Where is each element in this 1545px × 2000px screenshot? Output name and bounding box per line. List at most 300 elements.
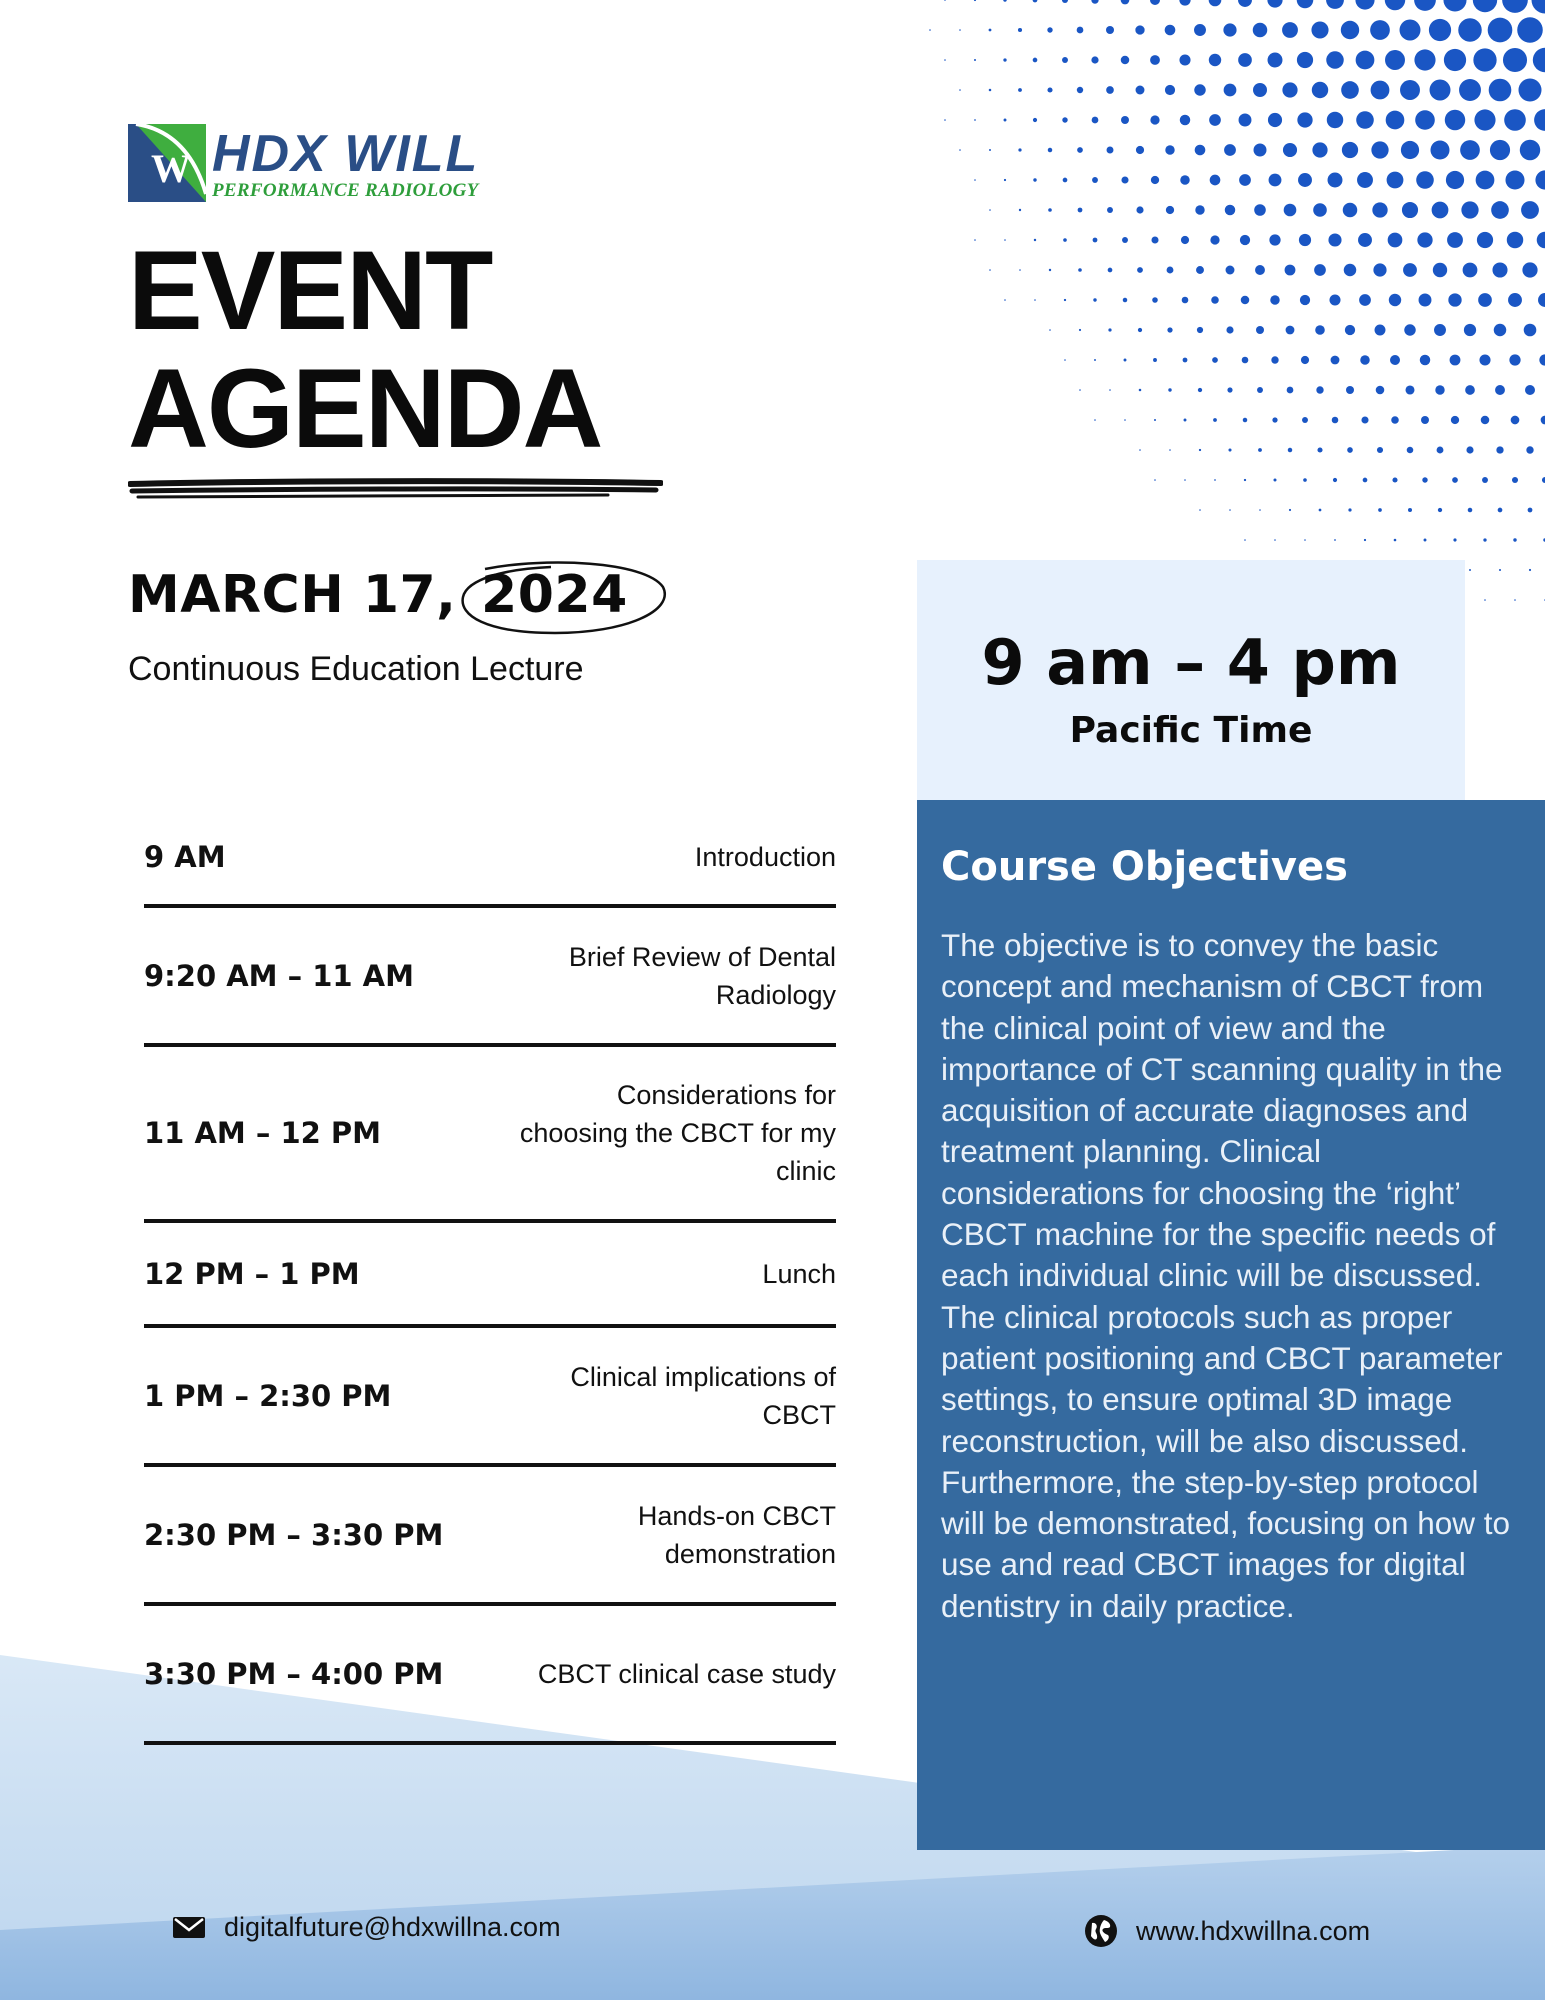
- halftone-dot: [944, 0, 946, 1]
- halftone-dot: [1489, 79, 1512, 102]
- halftone-dot: [1526, 446, 1533, 453]
- halftone-dot: [1270, 295, 1279, 304]
- halftone-dot: [1239, 174, 1251, 186]
- halftone-dot: [1048, 208, 1052, 212]
- halftone-dot: [1151, 176, 1159, 184]
- halftone-dot: [1064, 299, 1066, 301]
- halftone-dot: [1273, 478, 1276, 481]
- halftone-dot: [1415, 110, 1435, 130]
- halftone-dot: [1333, 478, 1337, 482]
- halftone-dots: [929, 0, 1545, 601]
- halftone-dot: [1458, 18, 1481, 41]
- halftone-dot: [1299, 234, 1311, 246]
- halftone-dot: [1062, 57, 1068, 63]
- halftone-dot: [1184, 419, 1187, 422]
- halftone-dot: [1033, 58, 1038, 63]
- halftone-dot: [1108, 328, 1111, 331]
- halftone-dot: [1361, 416, 1368, 423]
- halftone-dot: [1107, 207, 1113, 213]
- halftone-dot: [1139, 449, 1141, 451]
- agenda-title: Lunch: [762, 1258, 836, 1289]
- halftone-dot: [1214, 479, 1216, 481]
- halftone-dot: [1242, 357, 1249, 364]
- halftone-dot: [1047, 27, 1052, 32]
- halftone-dot: [989, 149, 991, 151]
- website-text[interactable]: www.hdxwillna.com: [1136, 1915, 1371, 1946]
- halftone-dot: [1390, 355, 1400, 365]
- halftone-dot: [1541, 416, 1545, 425]
- halftone-dot: [1326, 0, 1344, 9]
- halftone-dot: [1387, 172, 1404, 189]
- halftone-dot: [1287, 387, 1294, 394]
- halftone-dot: [1136, 86, 1145, 95]
- title-line-2: AGENDA: [128, 346, 602, 471]
- halftone-dot: [974, 179, 976, 181]
- agenda-title: Clinical implications of CBCT: [570, 1361, 836, 1430]
- halftone-dot: [1019, 209, 1021, 211]
- halftone-dot: [1194, 24, 1206, 36]
- logo-name: HDX WILL: [212, 125, 480, 183]
- halftone-dot: [1063, 178, 1068, 183]
- halftone-dot: [1033, 0, 1038, 2]
- halftone-dot: [1389, 294, 1401, 306]
- halftone-dot: [1183, 358, 1188, 363]
- halftone-dot: [1212, 357, 1218, 363]
- agenda-time: 9 AM: [144, 840, 226, 874]
- halftone-dot: [1283, 143, 1297, 157]
- halftone-dot: [1342, 142, 1358, 158]
- halftone-dot: [1241, 296, 1250, 305]
- halftone-dot: [1502, 0, 1528, 13]
- halftone-dot: [1372, 202, 1387, 217]
- halftone-dot: [1244, 539, 1246, 541]
- halftone-dot: [1228, 448, 1231, 451]
- halftone-dot: [1288, 448, 1292, 452]
- halftone-dot: [1378, 508, 1382, 512]
- halftone-dot: [1498, 508, 1503, 513]
- halftone-dot: [989, 29, 992, 32]
- halftone-dot: [1507, 232, 1523, 248]
- halftone-dot: [1165, 145, 1174, 154]
- agenda-title: Considerations for choosing the CBCT for my clinic: [519, 1080, 836, 1186]
- halftone-dot: [1345, 325, 1355, 335]
- halftone-dot: [1179, 0, 1190, 6]
- halftone-dot: [1107, 147, 1114, 154]
- logo: [128, 124, 528, 204]
- halftone-dot: [1421, 416, 1429, 424]
- halftone-dot: [1363, 478, 1368, 483]
- halftone-dot: [1408, 508, 1412, 512]
- halftone-dot: [1078, 208, 1083, 213]
- halftone-dot: [1422, 477, 1427, 482]
- halftone-dot: [1018, 88, 1022, 92]
- halftone-dot: [1109, 389, 1111, 391]
- halftone-dot: [1517, 17, 1543, 43]
- halftone-dot: [1224, 144, 1236, 156]
- halftone-dot: [959, 89, 961, 91]
- halftone-dot: [1370, 20, 1390, 40]
- halftone-dot: [1495, 385, 1505, 395]
- halftone-dot: [1329, 294, 1340, 305]
- halftone-dot: [944, 119, 946, 121]
- halftone-dot: [1524, 324, 1537, 337]
- page-title: [128, 228, 602, 471]
- halftone-dot: [1300, 295, 1310, 305]
- title-underline-brush: [128, 478, 663, 500]
- date-year-wrap: [475, 565, 634, 625]
- halftone-dot: [1477, 232, 1493, 248]
- halftone-dot: [1106, 26, 1114, 34]
- halftone-dot: [1466, 446, 1473, 453]
- halftone-dot: [1533, 48, 1545, 72]
- halftone-dot: [1254, 144, 1267, 157]
- halftone-dot: [1284, 204, 1297, 217]
- halftone-dot: [1373, 263, 1386, 276]
- halftone-dot: [1124, 359, 1127, 362]
- halftone-dot: [1401, 141, 1419, 159]
- halftone-dot: [1317, 447, 1322, 452]
- agenda-time: 3:30 PM – 4:00 PM: [144, 1656, 444, 1691]
- halftone-dot: [1313, 203, 1327, 217]
- halftone-dot: [1033, 118, 1037, 122]
- halftone-dot: [1239, 114, 1252, 127]
- halftone-dot: [974, 239, 976, 241]
- halftone-dot: [1093, 298, 1096, 301]
- halftone-dot: [1407, 447, 1414, 454]
- halftone-dot: [1326, 51, 1343, 68]
- halftone-dot: [1478, 293, 1492, 307]
- agenda-list: [144, 810, 836, 1745]
- halftone-dot: [1166, 206, 1174, 214]
- halftone-dot: [1244, 479, 1246, 481]
- halftone-dot: [1209, 0, 1222, 6]
- footer-email[interactable]: [172, 1910, 561, 1944]
- halftone-dot: [1091, 56, 1098, 63]
- halftone-dot: [1297, 52, 1313, 68]
- halftone-dot: [1210, 175, 1221, 186]
- halftone-dot: [1499, 569, 1501, 571]
- agenda-time: 11 AM – 12 PM: [144, 1116, 382, 1150]
- halftone-dot: [1077, 27, 1084, 34]
- halftone-dot: [1315, 325, 1325, 335]
- agenda-row: [144, 810, 836, 908]
- halftone-dot: [1049, 329, 1051, 331]
- halftone-dot: [1004, 299, 1006, 301]
- halftone-dot: [1195, 205, 1204, 214]
- halftone-dot: [1508, 293, 1522, 307]
- halftone-dot: [1469, 569, 1471, 571]
- halftone-dot: [1504, 109, 1526, 131]
- halftone-dot: [1196, 266, 1204, 274]
- halftone-dot: [1138, 328, 1142, 332]
- halftone-dot: [1004, 239, 1006, 241]
- halftone-dot: [1488, 18, 1513, 43]
- course-objectives-panel: [917, 800, 1545, 1850]
- halftone-dot: [1376, 386, 1385, 395]
- halftone-dot: [1491, 201, 1509, 219]
- halftone-dot: [1167, 327, 1172, 332]
- halftone-dot: [1416, 171, 1434, 189]
- halftone-dot: [1238, 53, 1252, 67]
- halftone-dot: [1304, 539, 1306, 541]
- halftone-dot: [1135, 25, 1144, 34]
- footer-website[interactable]: [1084, 1914, 1370, 1948]
- halftone-dot: [1430, 80, 1451, 101]
- halftone-dot: [1420, 355, 1430, 365]
- halftone-dot: [1346, 386, 1354, 394]
- agenda-row: [144, 1467, 836, 1606]
- halftone-dot: [1182, 297, 1189, 304]
- halftone-dot: [1503, 48, 1527, 72]
- halftone-dot: [1433, 263, 1447, 277]
- halftone-dot: [1079, 389, 1081, 391]
- halftone-dot: [1269, 234, 1280, 245]
- halftone-dot: [1272, 417, 1277, 422]
- svg-text:W: W: [151, 146, 191, 191]
- halftone-dot: [1199, 509, 1201, 511]
- halftone-dot: [1520, 140, 1540, 160]
- halftone-dot: [1525, 385, 1535, 395]
- halftone-dot: [1534, 109, 1545, 131]
- halftone-dot: [1267, 0, 1282, 8]
- halftone-dot: [1461, 201, 1478, 218]
- halftone-dot: [1403, 263, 1417, 277]
- halftone-dot: [1343, 203, 1358, 218]
- halftone-dot: [1151, 236, 1158, 243]
- halftone-dot: [1184, 479, 1186, 481]
- halftone-dot: [1312, 82, 1328, 98]
- halftone-dot: [1446, 171, 1464, 189]
- halftone-dot: [1438, 508, 1442, 512]
- halftone-dot: [1528, 508, 1533, 513]
- halftone-dot: [1334, 539, 1336, 541]
- halftone-dot: [1210, 235, 1219, 244]
- halftone-dot: [929, 29, 931, 31]
- halftone-dot: [1404, 324, 1415, 335]
- envelope-icon: [172, 1910, 206, 1944]
- logo-tagline: PERFORMANCE RADIOLOGY: [212, 180, 479, 201]
- halftone-dot: [1482, 477, 1488, 483]
- agenda-time: 9:20 AM – 11 AM: [144, 958, 414, 993]
- halftone-dot: [1003, 58, 1006, 61]
- halftone-dot: [1429, 19, 1451, 41]
- halftone-dot: [1165, 85, 1175, 95]
- halftone-dot: [1180, 175, 1189, 184]
- halftone-dot: [1392, 477, 1397, 482]
- halftone-dot: [1518, 78, 1541, 101]
- halftone-dot: [1521, 201, 1539, 219]
- agenda-row: [144, 1047, 836, 1223]
- halftone-dot: [1430, 140, 1449, 159]
- halftone-dot: [1253, 23, 1268, 38]
- halftone-dot: [1033, 178, 1036, 181]
- halftone-dot: [989, 269, 991, 271]
- halftone-dot: [1453, 538, 1456, 541]
- halftone-dot: [1522, 262, 1537, 277]
- halftone-dot: [1465, 385, 1475, 395]
- halftone-dot: [1513, 538, 1516, 541]
- halftone-dot: [1136, 206, 1143, 213]
- halftone-dot: [1269, 174, 1282, 187]
- halftone-dot: [1443, 0, 1466, 12]
- halftone-dot: [1328, 173, 1343, 188]
- halftone-dot: [974, 59, 976, 61]
- halftone-dot: [1303, 478, 1307, 482]
- halftone-dot: [1473, 48, 1496, 71]
- halftone-dot: [1019, 269, 1021, 271]
- halftone-dot: [1419, 294, 1432, 307]
- halftone-dot: [1538, 293, 1545, 307]
- halftone-dot: [1492, 262, 1507, 277]
- halftone-dot: [1077, 87, 1083, 93]
- halftone-dot: [1445, 110, 1465, 130]
- halftone-dot: [1405, 385, 1414, 394]
- halftone-dot: [1209, 54, 1221, 66]
- halftone-dot: [974, 119, 976, 121]
- halftone-dot: [1444, 49, 1466, 71]
- halftone-dot: [1047, 87, 1052, 92]
- halftone-dot: [1136, 146, 1144, 154]
- event-date: [128, 565, 634, 625]
- halftone-dot: [1511, 416, 1520, 425]
- halftone-dot: [1077, 147, 1083, 153]
- halftone-dot: [1400, 80, 1420, 100]
- halftone-dot: [1108, 268, 1113, 273]
- halftone-dot: [1139, 389, 1142, 392]
- halftone-dot: [1341, 81, 1359, 99]
- date-year: 2024: [481, 565, 628, 625]
- halftone-dot: [1468, 508, 1473, 513]
- halftone-dot: [1451, 416, 1459, 424]
- halftone-dot: [1377, 447, 1383, 453]
- halftone-dot: [1199, 449, 1201, 451]
- halftone-dot: [1298, 173, 1312, 187]
- halftone-dot: [1034, 239, 1036, 241]
- halftone-dot: [1359, 294, 1371, 306]
- halftone-dot: [1255, 265, 1265, 275]
- halftone-dot: [1121, 0, 1130, 4]
- halftone-dot: [1319, 509, 1322, 512]
- halftone-dot: [1062, 117, 1067, 122]
- halftone-dot: [1165, 25, 1176, 36]
- logo-mark-icon: [128, 124, 206, 202]
- halftone-dot: [1435, 385, 1444, 394]
- halftone-dot: [1357, 172, 1373, 188]
- halftone-dot: [1437, 447, 1444, 454]
- halftone-dot: [1256, 326, 1264, 334]
- halftone-dot: [1213, 418, 1217, 422]
- halftone-dot: [1388, 233, 1403, 248]
- agenda-title: Hands-on CBCT demonstration: [637, 1500, 836, 1569]
- halftone-dot: [1179, 54, 1190, 65]
- halftone-dot: [989, 89, 992, 92]
- halftone-dot: [1341, 21, 1359, 39]
- halftone-dot: [959, 29, 961, 31]
- halftone-dot: [1197, 327, 1203, 333]
- halftone-dot: [1004, 119, 1007, 122]
- halftone-dot: [1078, 268, 1082, 272]
- halftone-dot: [1371, 141, 1388, 158]
- halftone-dot: [1274, 539, 1276, 541]
- halftone-dot: [1223, 23, 1236, 36]
- halftone-dot: [1314, 264, 1326, 276]
- halftone-dot: [1509, 354, 1520, 365]
- halftone-dot: [1302, 417, 1308, 423]
- objectives-body: The objective is to convey the basic concept and mechanism of CBCT from the clinical point of view and the importance of CT scanning quality in the acquisition of accurate diagnoses and treatment planning. Clinical considerations for choosing the ‘right’ CBCT machine for the specific needs of each individual clinic will be discussed. The clinical protocols such as proper patient positioning and CBCT parameter settings, to ensure optimal 3D image reconstruction, will be also discussed. Furthermore, the step-by-step protocol will be demonstrated, focusing on how to use and read CBCT images for digital dentistry in daily practice.: [941, 927, 1511, 1624]
- halftone-dot: [1121, 56, 1130, 65]
- halftone-dot: [1385, 50, 1405, 70]
- halftone-dot: [1240, 235, 1250, 245]
- halftone-dot: [1459, 79, 1481, 101]
- halftone-dot: [1432, 202, 1449, 219]
- halftone-dot: [1496, 446, 1503, 453]
- halftone-dot: [1238, 0, 1252, 7]
- halftone-dot: [1268, 53, 1283, 68]
- halftone-dot: [1312, 142, 1327, 157]
- halftone-dot: [1356, 111, 1374, 129]
- halftone-dot: [1154, 419, 1156, 421]
- halftone-dot: [1168, 388, 1171, 391]
- halftone-dot: [1505, 170, 1524, 189]
- halftone-dot: [1229, 509, 1231, 511]
- halftone-dot: [1494, 324, 1507, 337]
- halftone-dot: [1286, 326, 1295, 335]
- halftone-dot: [1537, 232, 1545, 249]
- halftone-dot: [1481, 416, 1490, 425]
- halftone-dot: [1211, 296, 1219, 304]
- halftone-dot: [1424, 539, 1427, 542]
- agenda-time: 2:30 PM – 3:30 PM: [144, 1517, 444, 1552]
- halftone-dot: [1414, 49, 1435, 70]
- halftone-dot: [1194, 84, 1205, 95]
- halftone-dot: [1106, 86, 1114, 94]
- halftone-dot: [1452, 477, 1458, 483]
- email-text[interactable]: digitalfuture@hdxwillna.com: [224, 1911, 561, 1942]
- halftone-dot: [1064, 359, 1066, 361]
- halftone-dot: [1311, 21, 1328, 38]
- halftone-dot: [1473, 0, 1497, 12]
- halftone-dot: [1358, 233, 1372, 247]
- halftone-dot: [1535, 170, 1545, 189]
- halftone-dot: [1180, 115, 1190, 125]
- halftone-dot: [1532, 0, 1545, 14]
- halftone-dot: [1282, 82, 1297, 97]
- agenda-row: [144, 1328, 836, 1467]
- halftone-dot: [944, 59, 946, 61]
- halftone-dot: [1464, 324, 1476, 336]
- halftone-dot: [1167, 267, 1174, 274]
- agenda-row: [144, 1223, 836, 1328]
- halftone-dot: [1394, 539, 1397, 542]
- halftone-dot: [1257, 387, 1263, 393]
- halftone-dot: [1327, 112, 1343, 128]
- halftone-dot: [1150, 0, 1160, 5]
- halftone-dot: [1124, 419, 1126, 421]
- halftone-dot: [1417, 232, 1432, 247]
- halftone-dot: [1169, 449, 1171, 451]
- halftone-dot: [1371, 81, 1390, 100]
- halftone-dot: [1434, 324, 1446, 336]
- halftone-dot: [1092, 117, 1099, 124]
- halftone-dot: [1348, 508, 1351, 511]
- halftone-dot: [1268, 113, 1282, 127]
- halftone-dot: [1355, 0, 1374, 10]
- halftone-dot: [1195, 145, 1206, 156]
- halftone-dot: [1209, 114, 1221, 126]
- halftone-dot: [1476, 171, 1495, 190]
- halftone-dot: [1121, 116, 1129, 124]
- halftone-dot: [1226, 326, 1233, 333]
